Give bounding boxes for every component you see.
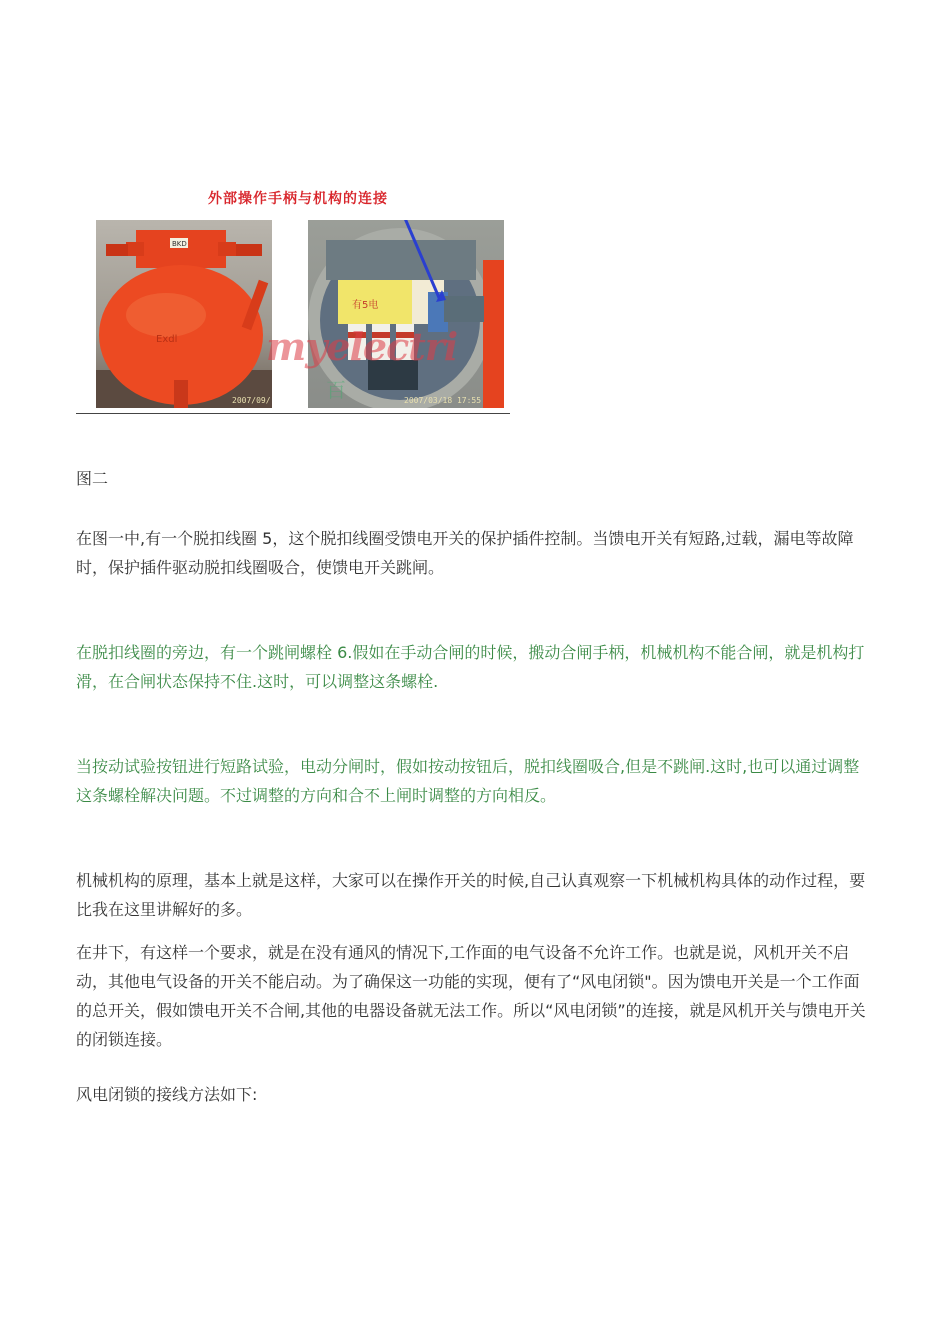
- paragraph-wind-electric-lock: 在井下，有这样一个要求，就是在没有通风的情况下,工作面的电气设备不允许工作。也就是说，风机开关不启动，其他电气设备的开关不能启动。为了确保这一功能的实现，便有了“风电闭锁"。因为馈电开关是一个工作面的总开关，假如馈电开关不合闸,其他的电器设备就无法工作。所以“风电闭锁”的连接，就是风机开关与馈电开关的闭锁连接。: [76, 943, 866, 1049]
- paragraph-wiring-intro: 风电闭锁的接线方法如下:: [76, 1085, 258, 1104]
- figure-callout: 外部操作手柄与机构的连接: [208, 191, 388, 207]
- watermark-cn: 百: [326, 378, 346, 402]
- svg-text:Exdl: Exdl: [156, 334, 178, 345]
- nameplate-text: BKD: [172, 240, 187, 248]
- paragraph-trip-coil: 在图一中,有一个脱扣线圈 5，这个脱扣线圈受馈电开关的保护插件控制。当馈电开关有短路,过载，漏电等故障时，保护插件驱动脱扣线圈吸合，使馈电开关跳闸。: [76, 529, 854, 577]
- paragraph-trip-bolt: 在脱扣线圈的旁边，有一个跳闸螺栓 6.假如在手动合闸的时候，搬动合闸手柄，机械机构不能合闸，就是机构打滑，在合闸状态保持不住.这时，可以调整这条螺栓.: [76, 643, 865, 691]
- paragraph-mechanism-summary: 机械机构的原理，基本上就是这样，大家可以在操作开关的时候,自己认真观察一下机械机构具体的动作过程，要比我在这里讲解好的多。: [76, 871, 866, 919]
- explosion-proof-switch-illustration: [96, 220, 272, 408]
- photo-stamp-right: 2007/03/18 17:55: [404, 396, 482, 405]
- inner-label: 有5电: [352, 300, 379, 311]
- photo-stamp-left: 2007/09/: [232, 396, 271, 405]
- paragraph-test-button: 当按动试验按钮进行短路试验，电动分闸时，假如按动按钮后，脱扣线圈吸合,但是不跳闸.这时,也可以通过调整这条螺栓解决问题。不过调整的方向和合不上闸时调整的方向相反。: [76, 757, 860, 805]
- figure-caption: 图二: [76, 469, 109, 488]
- switch-photo-left: [96, 220, 272, 408]
- figure-photo: [76, 186, 510, 414]
- figure-underline: [76, 413, 510, 414]
- watermark: myelectri: [266, 324, 458, 369]
